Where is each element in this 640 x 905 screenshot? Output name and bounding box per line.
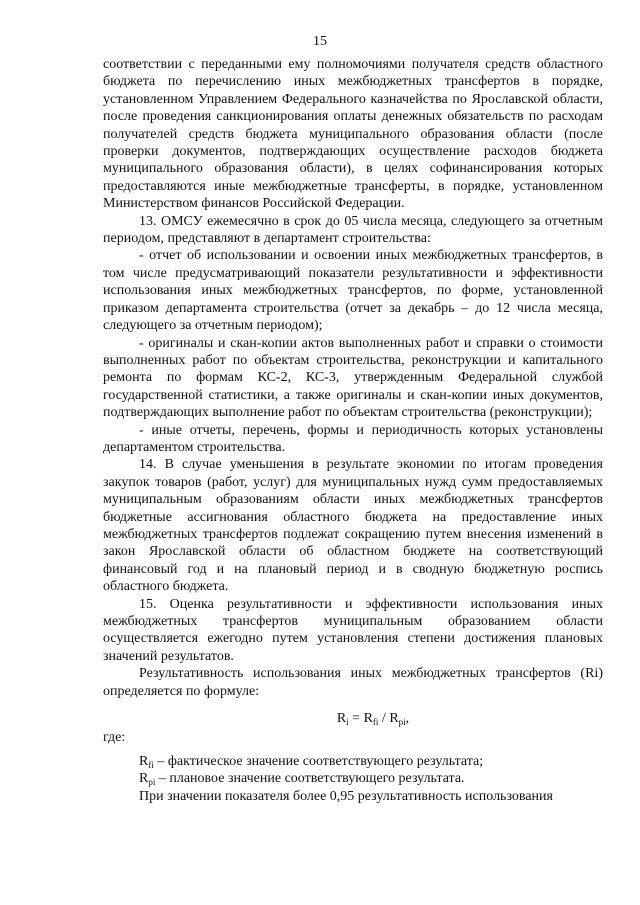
paragraph-item-13: 13. ОМСУ ежемесячно в срок до 05 числа месяца, следующего за отчетным периодом, представляют в департамент строительства: [103, 213, 603, 247]
paragraph-item-13-report: - отчет об использовании и освоении иных межбюджетных трансфертов, в том числе предусматривающий показатели результативности и эффективности использования иных межбюджетных трансфертов, по форме, установленной приказом департамента строительства (отчет за декабрь – до 12 числа месяца, следующего за отчетным периодом); [103, 248, 603, 334]
paragraph-item-13-other: - иные отчеты, перечень, формы и периодичность которых установлены департаментом строительства. [103, 422, 603, 455]
formula-tail: , [405, 711, 410, 727]
definition-fact [103, 753, 603, 770]
definition-plan [103, 770, 603, 787]
formula-numerator-sub: fi [372, 717, 379, 728]
paragraph-continuation: соответствии с переданными ему полномочиями получателя средств областного бюджета по перечислению иных межбюджетных трансфертов в порядке, установленном Управлением Федерального казначейства по Ярославской области, после проведения санкционирования оплаты денежных обязательств по расходам получателей средств бюджета муниципального образования области (после проверки документов, подтверждающих осуществление расходов бюджета муниципального образования области), в целях софинансирования которых предоставляются иные межбюджетные трансферты, в порядке, установленном Министерством финансов Российской Федерации. [103, 57, 603, 212]
paragraph-item-14: 14. В случае уменьшения в результате экономии по итогам проведения закупок товаров (работ, услуг) для муниципальных нужд сумм предоставляемых муниципальным образованиям области иных межбюджетных трансфертов бюджетные ассигнования областного бюджета на предоставление иных межбюджетных трансфертов подлежат сокращению путем внесения изменений в закон Ярославской области об областном бюджете на соответствующий финансовый год и на плановый период и в сводную бюджетную роспись областного бюджета. [103, 457, 603, 595]
where-label: где: [103, 730, 126, 746]
formula-denominator: R [389, 711, 399, 727]
formula [103, 710, 603, 727]
page-number: 15 [313, 34, 327, 49]
definition-fact-sub: fi [148, 759, 154, 770]
document-body [103, 56, 603, 805]
formula-denominator-sub: pi [398, 717, 406, 728]
definition-plan-text: – плановое значение соответствующего результата. [155, 771, 465, 787]
formula-eq: = [348, 711, 364, 727]
paragraph-item-13-acts: - оригиналы и скан-копии актов выполненных работ и справки о стоимости выполненных работ по объектам строительства, реконструкции и капитального ремонта по формам КС-2, КС-3, утвержденным Федеральной службой государственной статистики, а также оригиналы и скан-копии иных документов, подтверждающих выполнение работ по объектам строительства (реконструкции); [103, 335, 603, 421]
paragraph-item-15: 15. Оценка результативности и эффективности использования иных межбюджетных трансфертов муниципальным образованием области осуществляется ежегодно путем установления степени достижения плановых значений результатов. [103, 596, 603, 664]
definition-plan-symbol: R [139, 771, 149, 787]
formula-lhs-sub: i [346, 717, 349, 728]
formula-numerator: R [363, 711, 373, 727]
definition-fact-text: – фактическое значение соответствующего результата; [153, 753, 484, 769]
formula-div: / [378, 711, 390, 727]
paragraph-result-intro: Результативность использования иных межбюджетных трансфертов (Ri) определяется по формуле: [103, 666, 603, 699]
definition-plan-sub: pi [148, 777, 156, 788]
definition-fact-symbol: R [139, 753, 149, 769]
formula-lhs: R [336, 711, 347, 727]
paragraph-last: При значении показателя более 0,95 результативность использования [139, 788, 553, 804]
